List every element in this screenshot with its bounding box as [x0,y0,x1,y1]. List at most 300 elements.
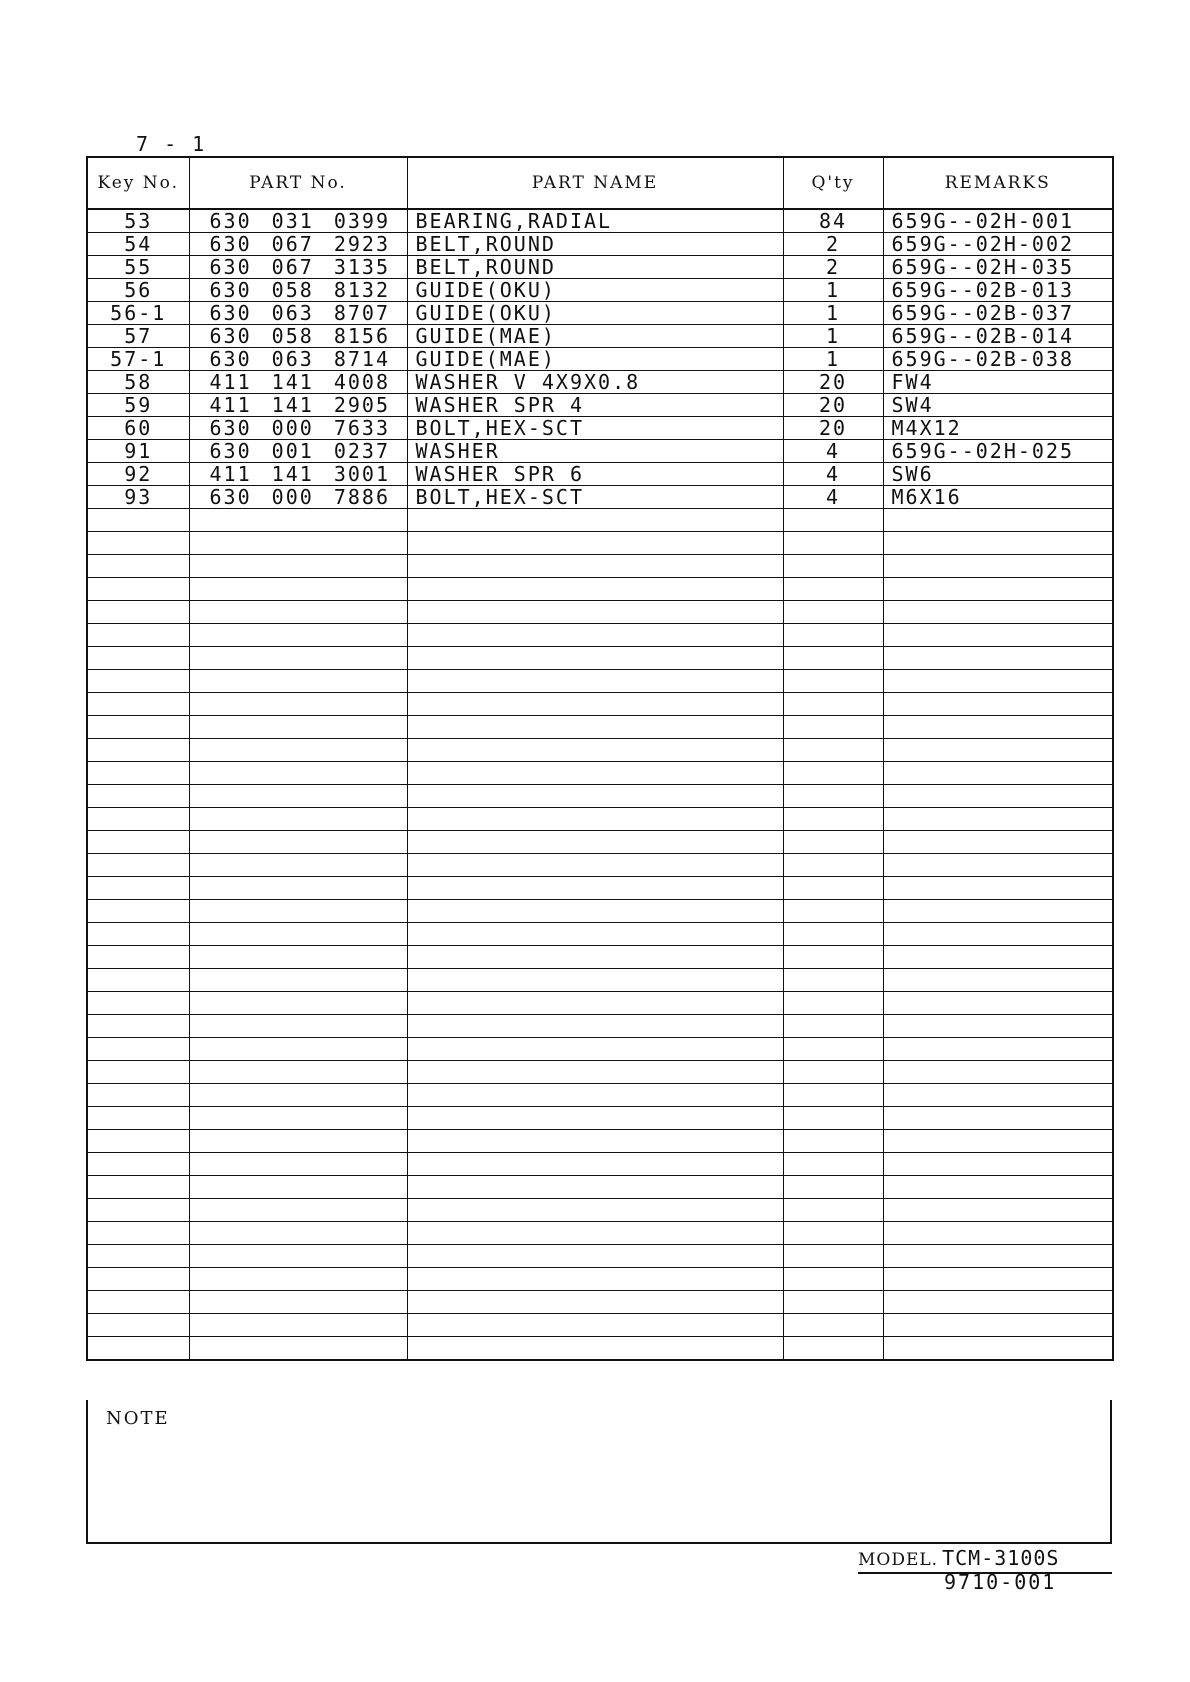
row-part-name [407,877,783,900]
row-part-name [407,1291,783,1314]
row-qty: 2 [783,233,883,256]
row-key-no [87,969,189,992]
blank-table-row [87,1015,1113,1038]
row-key-no [87,762,189,785]
row-part-name [407,601,783,624]
blank-table-row [87,647,1113,670]
parts-list-table [86,156,1114,1361]
row-key-no: 54 [87,233,189,256]
row-remarks [883,900,1113,923]
row-key-no [87,555,189,578]
document-code: 9710-001 [944,1570,1057,1594]
table-row [87,486,1113,509]
row-key-no [87,1038,189,1061]
row-part-name [407,785,783,808]
row-part-name [407,1314,783,1337]
blank-table-row [87,992,1113,1015]
blank-table-row [87,1222,1113,1245]
row-remarks [883,532,1113,555]
row-remarks [883,785,1113,808]
row-qty [783,1222,883,1245]
row-remarks: 659G--02H-002 [883,233,1113,256]
row-key-no [87,854,189,877]
row-remarks [883,1337,1113,1361]
row-part-name [407,1153,783,1176]
row-remarks [883,670,1113,693]
row-part-no [189,509,407,532]
row-part-no [189,923,407,946]
row-qty [783,1291,883,1314]
row-remarks [883,509,1113,532]
row-qty: 2 [783,256,883,279]
row-qty [783,969,883,992]
blank-table-row [87,1176,1113,1199]
row-qty [783,739,883,762]
header-qty: Q'ty [783,157,883,209]
row-qty [783,578,883,601]
blank-table-row [87,831,1113,854]
row-key-no: 57-1 [87,348,189,371]
row-remarks [883,1107,1113,1130]
blank-table-row [87,670,1113,693]
row-part-no [189,762,407,785]
blank-table-row [87,1268,1113,1291]
row-qty: 20 [783,371,883,394]
blank-table-row [87,1314,1113,1337]
table-row [87,302,1113,325]
row-part-no [189,624,407,647]
row-key-no [87,647,189,670]
row-part-no [189,1038,407,1061]
row-part-name [407,1130,783,1153]
row-part-no: 630 063 8714 [189,348,407,371]
row-part-name: WASHER V 4X9X0.8 [407,371,783,394]
row-qty [783,923,883,946]
row-part-name [407,946,783,969]
row-qty [783,670,883,693]
row-key-no [87,900,189,923]
row-remarks [883,1130,1113,1153]
row-remarks [883,762,1113,785]
row-remarks [883,1268,1113,1291]
row-part-name: BELT,ROUND [407,233,783,256]
row-part-no [189,1199,407,1222]
row-remarks [883,693,1113,716]
blank-table-row [87,877,1113,900]
row-qty [783,532,883,555]
row-part-name [407,969,783,992]
row-remarks [883,1222,1113,1245]
row-key-no [87,1291,189,1314]
row-key-no [87,578,189,601]
row-qty: 4 [783,463,883,486]
row-part-name [407,1084,783,1107]
row-key-no [87,1107,189,1130]
row-remarks: SW4 [883,394,1113,417]
sheet-number: 7 - 1 [136,132,207,156]
row-key-no: 56 [87,279,189,302]
row-remarks [883,946,1113,969]
row-key-no [87,716,189,739]
row-remarks [883,923,1113,946]
row-qty [783,1245,883,1268]
row-qty [783,900,883,923]
row-qty [783,1107,883,1130]
row-key-no [87,693,189,716]
row-part-name [407,831,783,854]
row-remarks [883,624,1113,647]
row-key-no [87,1222,189,1245]
row-qty [783,624,883,647]
row-part-no: 411 141 3001 [189,463,407,486]
table-header-row [87,157,1113,209]
blank-table-row [87,969,1113,992]
blank-table-row [87,1038,1113,1061]
row-part-name: BELT,ROUND [407,256,783,279]
row-key-no [87,1130,189,1153]
row-part-no [189,1222,407,1245]
row-part-no [189,1245,407,1268]
row-part-no [189,1153,407,1176]
row-part-no: 630 031 0399 [189,209,407,233]
blank-table-row [87,1061,1113,1084]
row-key-no: 60 [87,417,189,440]
row-part-name [407,555,783,578]
blank-table-row [87,1153,1113,1176]
blank-table-row [87,1199,1113,1222]
blank-table-row [87,785,1113,808]
row-remarks [883,854,1113,877]
row-remarks [883,716,1113,739]
row-qty [783,1314,883,1337]
row-part-no: 411 141 4008 [189,371,407,394]
row-part-no [189,647,407,670]
row-key-no [87,624,189,647]
row-part-name [407,1038,783,1061]
row-key-no [87,670,189,693]
row-key-no [87,808,189,831]
row-key-no: 55 [87,256,189,279]
row-part-name [407,670,783,693]
row-remarks [883,1314,1113,1337]
table-row [87,279,1113,302]
blank-table-row [87,854,1113,877]
row-key-no [87,509,189,532]
row-part-no [189,716,407,739]
row-remarks [883,831,1113,854]
row-key-no: 58 [87,371,189,394]
model-value: TCM-3100S [942,1546,1060,1570]
row-remarks: 659G--02B-038 [883,348,1113,371]
row-key-no [87,992,189,1015]
row-remarks [883,1176,1113,1199]
row-key-no [87,1153,189,1176]
blank-table-row [87,1337,1113,1361]
row-qty [783,509,883,532]
row-qty [783,647,883,670]
table-row [87,394,1113,417]
row-qty: 20 [783,417,883,440]
blank-table-row [87,1107,1113,1130]
row-key-no [87,785,189,808]
row-part-no [189,831,407,854]
row-part-no [189,1176,407,1199]
row-key-no [87,532,189,555]
table-row [87,209,1113,233]
row-remarks: M6X16 [883,486,1113,509]
row-key-no [87,1176,189,1199]
row-qty [783,854,883,877]
row-part-name: BOLT,HEX-SCT [407,417,783,440]
blank-table-row [87,509,1113,532]
row-remarks: 659G--02B-014 [883,325,1113,348]
row-qty [783,601,883,624]
row-part-name [407,578,783,601]
row-key-no [87,877,189,900]
blank-table-row [87,739,1113,762]
row-qty [783,1130,883,1153]
row-part-no [189,1015,407,1038]
row-remarks [883,1038,1113,1061]
table-row [87,371,1113,394]
header-key-no: Key No. [87,157,189,209]
row-part-name [407,1176,783,1199]
row-qty [783,1061,883,1084]
row-part-no: 630 001 0237 [189,440,407,463]
row-part-name: WASHER SPR 6 [407,463,783,486]
blank-table-row [87,900,1113,923]
parts-table-body [87,209,1113,1360]
row-part-name [407,900,783,923]
row-remarks [883,1061,1113,1084]
table-row [87,463,1113,486]
row-remarks: 659G--02B-013 [883,279,1113,302]
row-remarks [883,808,1113,831]
row-part-name [407,624,783,647]
row-key-no [87,601,189,624]
row-part-no [189,555,407,578]
row-part-no [189,854,407,877]
row-qty [783,762,883,785]
row-qty: 20 [783,394,883,417]
row-remarks [883,1245,1113,1268]
row-remarks: 659G--02H-025 [883,440,1113,463]
row-part-no: 630 000 7633 [189,417,407,440]
row-key-no: 92 [87,463,189,486]
row-qty: 1 [783,279,883,302]
blank-table-row [87,601,1113,624]
row-qty [783,1176,883,1199]
row-part-name [407,509,783,532]
row-part-name [407,1015,783,1038]
blank-table-row [87,693,1113,716]
row-part-name: GUIDE(OKU) [407,279,783,302]
row-part-no [189,739,407,762]
row-part-no [189,992,407,1015]
row-remarks [883,647,1113,670]
row-part-no [189,601,407,624]
row-qty [783,877,883,900]
row-qty [783,716,883,739]
row-part-name [407,739,783,762]
row-part-no [189,1107,407,1130]
row-key-no: 53 [87,209,189,233]
row-part-no [189,1268,407,1291]
row-part-no [189,877,407,900]
row-part-name [407,1107,783,1130]
blank-table-row [87,555,1113,578]
row-part-no [189,532,407,555]
row-remarks: 659G--02B-037 [883,302,1113,325]
row-qty [783,946,883,969]
table-row [87,348,1113,371]
blank-table-row [87,762,1113,785]
table-row [87,325,1113,348]
row-part-no [189,670,407,693]
row-qty [783,808,883,831]
row-part-name [407,1061,783,1084]
row-qty [783,1199,883,1222]
row-part-name [407,992,783,1015]
blank-table-row [87,1084,1113,1107]
blank-table-row [87,624,1113,647]
row-part-no: 630 063 8707 [189,302,407,325]
row-part-name: WASHER [407,440,783,463]
row-part-no [189,1291,407,1314]
row-part-no: 630 067 2923 [189,233,407,256]
row-remarks [883,739,1113,762]
row-part-no: 630 000 7886 [189,486,407,509]
row-part-name: WASHER SPR 4 [407,394,783,417]
row-remarks [883,1084,1113,1107]
row-qty [783,831,883,854]
row-qty [783,1084,883,1107]
row-part-no [189,1084,407,1107]
row-remarks [883,1199,1113,1222]
row-key-no [87,1061,189,1084]
blank-table-row [87,532,1113,555]
row-key-no [87,946,189,969]
row-key-no [87,1245,189,1268]
row-key-no: 91 [87,440,189,463]
row-remarks: 659G--02H-035 [883,256,1113,279]
row-remarks [883,1153,1113,1176]
row-qty [783,992,883,1015]
row-part-name [407,1199,783,1222]
row-part-name [407,1222,783,1245]
row-qty [783,785,883,808]
blank-table-row [87,1130,1113,1153]
row-key-no: 93 [87,486,189,509]
row-remarks: SW6 [883,463,1113,486]
header-remarks: REMARKS [883,157,1113,209]
row-remarks: 659G--02H-001 [883,209,1113,233]
header-part-no: PART No. [189,157,407,209]
row-part-name: BOLT,HEX-SCT [407,486,783,509]
table-row [87,256,1113,279]
table-row [87,440,1113,463]
blank-table-row [87,808,1113,831]
row-remarks [883,601,1113,624]
note-box [86,1400,1112,1544]
row-part-name [407,532,783,555]
row-qty [783,693,883,716]
row-key-no [87,1268,189,1291]
blank-table-row [87,578,1113,601]
row-qty [783,1038,883,1061]
row-part-name [407,647,783,670]
row-part-no [189,969,407,992]
model-label: MODEL. [858,1550,939,1570]
row-remarks: M4X12 [883,417,1113,440]
blank-table-row [87,946,1113,969]
row-part-name: GUIDE(MAE) [407,325,783,348]
row-part-no [189,785,407,808]
row-remarks [883,1291,1113,1314]
row-part-no [189,900,407,923]
row-key-no [87,923,189,946]
row-remarks [883,578,1113,601]
blank-table-row [87,923,1113,946]
row-part-name: GUIDE(MAE) [407,348,783,371]
row-part-name: BEARING,RADIAL [407,209,783,233]
row-remarks [883,1015,1113,1038]
row-part-no [189,1061,407,1084]
row-part-no [189,693,407,716]
row-key-no [87,1084,189,1107]
row-part-name [407,808,783,831]
row-key-no: 59 [87,394,189,417]
row-part-no [189,578,407,601]
row-part-no [189,946,407,969]
row-qty [783,1015,883,1038]
blank-table-row [87,1291,1113,1314]
row-key-no [87,831,189,854]
row-part-no [189,1337,407,1361]
row-key-no [87,1314,189,1337]
row-part-name: GUIDE(OKU) [407,302,783,325]
row-qty [783,555,883,578]
table-row [87,233,1113,256]
row-qty: 4 [783,486,883,509]
row-part-name [407,716,783,739]
row-qty: 1 [783,348,883,371]
row-part-name [407,762,783,785]
row-part-no: 411 141 2905 [189,394,407,417]
header-part-name: PART NAME [407,157,783,209]
row-qty [783,1268,883,1291]
row-key-no [87,1199,189,1222]
row-part-name [407,693,783,716]
row-part-no [189,1314,407,1337]
note-label: NOTE [106,1408,170,1429]
table-row [87,417,1113,440]
row-part-no [189,1130,407,1153]
row-qty: 1 [783,302,883,325]
row-part-name [407,1268,783,1291]
row-qty: 4 [783,440,883,463]
row-part-no: 630 058 8132 [189,279,407,302]
row-part-name [407,1337,783,1361]
row-key-no [87,1337,189,1361]
row-part-no: 630 067 3135 [189,256,407,279]
row-qty [783,1337,883,1361]
row-part-name [407,1245,783,1268]
row-remarks [883,877,1113,900]
row-remarks: FW4 [883,371,1113,394]
row-qty: 1 [783,325,883,348]
row-remarks [883,969,1113,992]
